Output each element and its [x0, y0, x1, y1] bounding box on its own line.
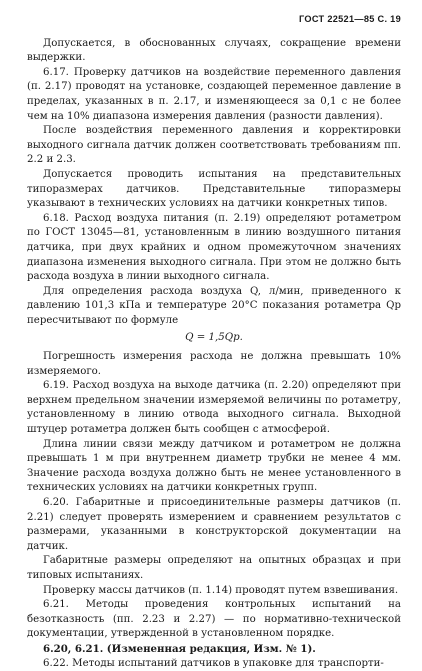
paragraph-error: Погрешность измерения расхода не должна превышать 10% измеряемого.	[27, 351, 401, 377]
paragraph-dimensions: Габаритные размеры определяют на опытных образцах и при типовых испытаниях.	[27, 555, 401, 581]
formula: Q = 1,5Qр.	[185, 332, 243, 344]
page-header: ГОСТ 22521—85 С. 19	[299, 14, 401, 24]
paragraph-6-18: 6.18. Расход воздуха питания (п. 2.19) определяют ротаметром по ГОСТ 13045—81, установленным в линию воздушного питания датчика, при двух крайних и одном промежуточном значениях диапазона изменения выходного сигнала. При этом не должно быть расхода воздуха в линии выходного сигнала.	[27, 212, 401, 283]
paragraph-representative-sizes: Допускается проводить испытания на представительных типоразмерах датчиков. Представительные типоразмеры указывают в технических условиях на датчики конкретных типов.	[27, 168, 401, 210]
paragraph-6-21: 6.21. Методы проведения контрольных испытаний на безотказность (пп. 2.23 и 2.27) — по нормативно-технической документации, утвержденной в установленном порядке.	[27, 599, 401, 640]
paragraph-6-19: 6.19. Расход воздуха на выходе датчика (п. 2.20) определяют при верхнем предельном значении измеряемой величины по ротаметру, установленному в линию отвода выходного сигнала. Выходной штуцер ротаметра должен быть сообщен с атмосферой.	[27, 380, 401, 436]
paragraph-hold-time: Допускается, в обоснованных случаях, сокращение времени выдержки.	[27, 37, 401, 64]
paragraph-6-20: 6.20. Габаритные и присоединительные размеры датчиков (п. 2.21) следует проверять измерением и сравнением результатов с размерами, указанными в конструкторской документации на датчик.	[27, 497, 401, 552]
paragraph-amendment: 6.20, 6.21. (Измененная редакция, Изм. № 1).	[43, 642, 316, 655]
paragraph-line-length: Длина линии связи между датчиком и ротаметром не должна превышать 1 м при внутреннем диаметр трубки не менее 4 мм. Значение расхода воздуха должно быть не менее установленного в технических условиях на датчики конкретных групп.	[27, 438, 401, 494]
paragraph-mass: Проверку массы датчиков (п. 1.14) проводят путем взвешивания.	[43, 584, 399, 596]
paragraph-after-pressure: После воздействия переменного давления и корректировки выходного сигнала датчик должен соответствовать требованиям пп. 2.2 и 2.3.	[27, 125, 401, 166]
paragraph-6-22: 6.22. Методы испытаний датчиков в упаковке для транспорти-	[43, 657, 384, 669]
paragraph-6-17: 6.17. Проверку датчиков на воздействие переменного давления (п. 2.17) проводят на установке, создающей переменное давление в пределах, указанных в п. 2.17, и изменяющееся за 0,1 с не более чем на 10% диапазона измерения давления (разности давления).	[27, 66, 401, 122]
document-page	[27, 12, 401, 671]
paragraph-flow-calc: Для определения расхода воздуха Q, л/мин, приведенного к давлению 101,3 кПа и температуре 20°С показания ротаметра Qр пересчитывают по формуле	[27, 285, 401, 326]
